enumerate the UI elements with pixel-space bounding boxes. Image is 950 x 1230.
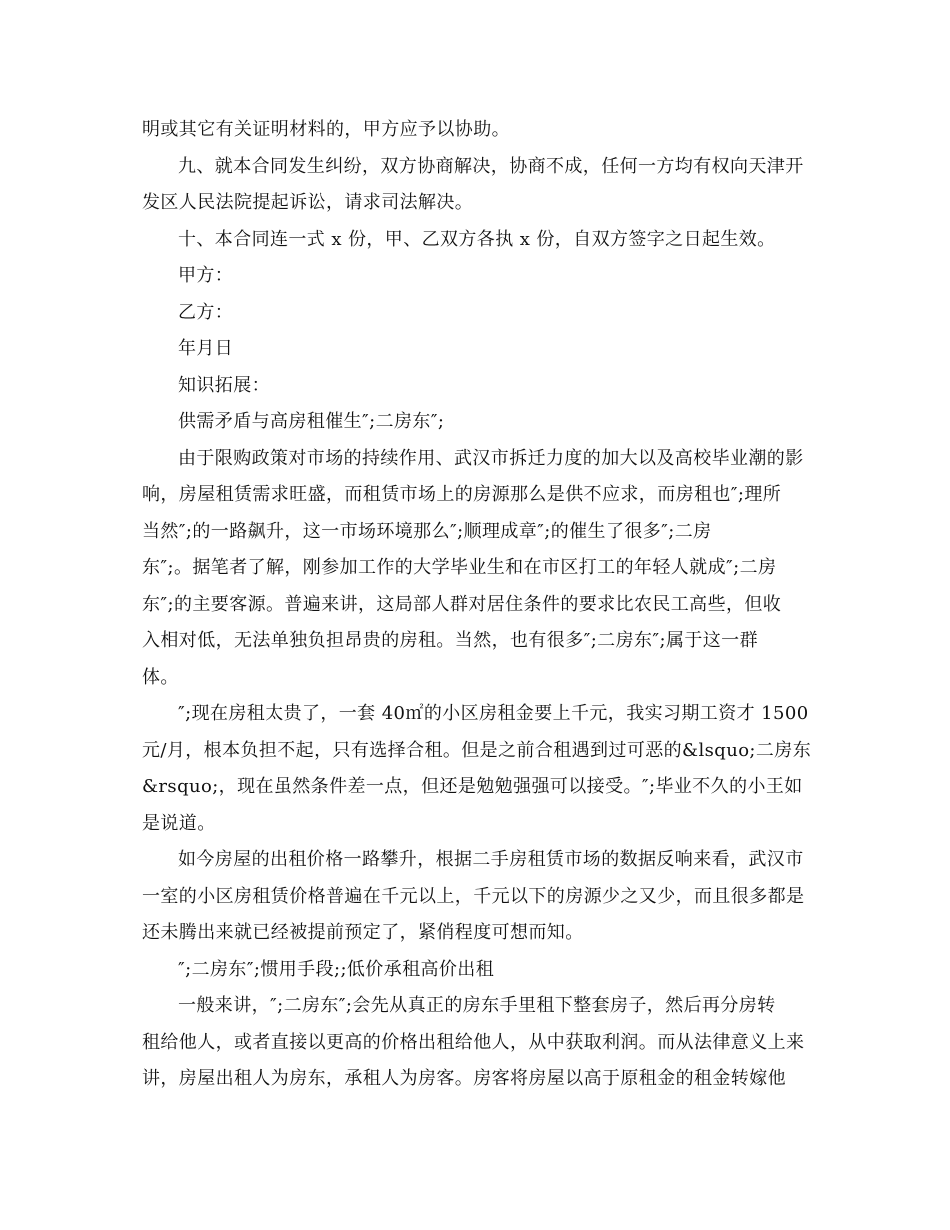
text-line: 一般来讲，″;二房东″;会先从真正的房东手里租下整套房子，然后再分房转: [178, 995, 776, 1016]
text-line: 九、就本合同发生纠纷，双方协商解决，协商不成，任何一方均有权向天津开: [178, 156, 804, 177]
text-line: 入相对低，无法单独负担昂贵的房租。当然，也有很多″;二房东″;属于这一群: [142, 630, 758, 651]
text-line: 供需矛盾与高房租催生″;二房东″;: [178, 411, 445, 432]
text-line: 东″;的主要客源。普遍来讲，这局部人群对居住条件的要求比农民工高些，但收: [142, 594, 782, 615]
text-line: 还未腾出来就已经被提前预定了，紧俏程度可想而知。: [142, 922, 584, 943]
text-line: 如今房屋的出租价格一路攀升，根据二手房租赁市场的数据反响来看，武汉市: [178, 849, 804, 870]
text-line: 东″;。据笔者了解，刚参加工作的大学毕业生和在市区打工的年轻人就成″;二房: [142, 557, 777, 578]
text-line: ″;二房东″;惯用手段;;低价承租高价出租: [178, 959, 495, 980]
text-line: 讲，房屋出租人为房东，承租人为房客。房客将房屋以高于原租金的租金转嫁他: [142, 1068, 786, 1089]
text-line: 租给他人，或者直接以更高的价格出租给他人，从中获取利润。而从法律意义上来: [142, 1032, 805, 1053]
text-line: 是说道。: [142, 813, 216, 834]
text-line: 当然″;的一路飙升，这一市场环境那么″;顺理成章″;的催生了很多″;二房: [142, 521, 712, 542]
text-line: 乙方：: [178, 302, 234, 323]
text-line: 甲方：: [178, 265, 234, 286]
text-line: 由于限购政策对市场的持续作用、武汉市拆迁力度的加大以及高校毕业潮的影: [178, 448, 804, 469]
text-line: &rsquo;，现在虽然条件差一点，但还是勉勉强强可以接受。″;毕业不久的小王如: [142, 776, 803, 797]
text-line: 体。: [142, 667, 179, 688]
text-line: 明或其它有关证明材料的，甲方应予以协助。: [142, 119, 510, 140]
text-line: 元/月，根本负担不起，只有选择合租。但是之前合租遇到过可恶的&lsquo;二房东: [142, 740, 812, 761]
text-line: 响，房屋租赁需求旺盛，而租赁市场上的房源那么是供不应求，而房租也″;理所: [142, 484, 782, 505]
text-line: 发区人民法院提起诉讼，请求司法解决。: [142, 192, 474, 213]
text-line: 知识拓展：: [178, 375, 270, 396]
text-line: 十、本合同连一式 x 份，甲、乙双方各执 x 份，自双方签字之日起生效。: [178, 229, 776, 250]
text-line: 年月日: [178, 338, 234, 359]
text-line: 一室的小区房租赁价格普遍在千元以上，千元以下的房源少之又少，而且很多都是: [142, 886, 805, 907]
text-line: ″;现在房租太贵了，一套 40㎡的小区房租金要上千元，我实习期工资才 1500: [178, 703, 809, 724]
